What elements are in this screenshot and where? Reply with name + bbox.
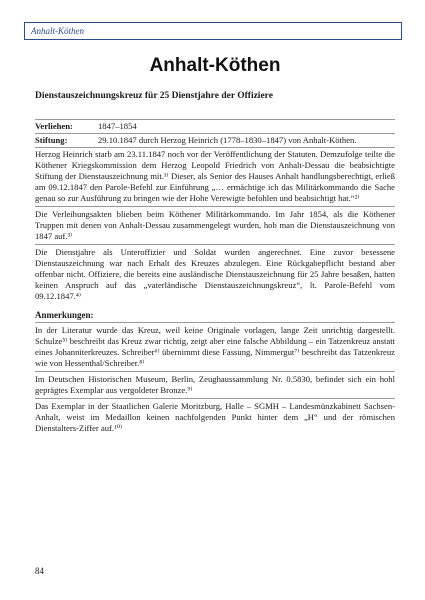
divider <box>35 147 395 148</box>
divider <box>35 371 395 372</box>
running-head <box>24 22 402 40</box>
fact-label: Stiftung: <box>35 135 68 145</box>
page-content <box>35 55 395 434</box>
fact-label: Verliehen: <box>35 121 73 131</box>
page-number: 84 <box>35 566 44 576</box>
note-paragraph: Das Exemplar in der Staatlichen Galerie Moritzburg, Halle – SGMH – Landesmünzkabinett Sachsen-Anhalt, weist im Medaillon keinen nachfolgenden Punkt hinter dem „H“ und der römischen Dienstalters-Ziffer auf.¹⁰⁾ <box>35 401 395 433</box>
divider <box>35 322 395 323</box>
fact-value: 1847–1854 <box>98 121 137 131</box>
divider <box>35 133 395 134</box>
note-paragraph: In der Literatur wurde das Kreuz, weil keine Originale vorlagen, lange Zeit unrichtig dargestellt. Schulze⁵⁾ beschreibt das Kreuz zwar richtig, zeigt aber eine falsche Abbildung – ein Tatzenkreuz anstatt eines Johanniterkreuzes. Schreiber⁶⁾ übernimmt diese Fassung, Nimmergut⁷⁾ beschreibt das Tatzenkreuz wie von Hessenthal/Schreiber.⁸⁾ <box>35 325 395 368</box>
running-head-text: Anhalt-Köthen <box>31 26 84 36</box>
body-paragraph: Die Verleihungsakten blieben beim Köthener Militärkommando. Im Jahr 1854, als die Köthener Truppen mit denen von Anhalt-Dessau zusammengelegt wurden, hob man die Dienstauszeichnung von 1847 auf.³⁾ <box>35 209 395 241</box>
divider <box>35 119 395 120</box>
fact-value: 29.10.1847 durch Herzog Heinrich (1778–1830–1847) von Anhalt-Köthen. <box>98 135 357 145</box>
fact-row-stiftung <box>35 135 395 146</box>
body-paragraph: Herzog Heinrich starb am 23.11.1847 noch vor der Veröffentlichung der Statuten. Demzufolge teilte die Köthener Kriegskommission dem Herzog Leopold Friedrich von Anhalt-Dessau die beabsichtigte Stiftung der Dienstauszeichnung mit.¹⁾ Dieser, als Senior des Hauses Anhalt handlungsberechtigt, erließ am 09.12.1847 den Parole-Befehl zur Einführung „… ermächtige ich das Militärkommando die Sache genau so zur Ausführung zu bringen wie der Hohe Verewigte befohlen und beabsichtigt hat.“²⁾ <box>35 149 395 203</box>
fact-row-verliehen <box>35 121 395 132</box>
divider <box>35 398 395 399</box>
divider <box>35 206 395 207</box>
body-paragraph: Die Dienstjahre als Unteroffizier und Soldat wurden angerechnet. Eine zuvor besessene Dienstauszeichnung war nach Erhalt des Kreuzes abzulegen. Eine Rückgabepflicht bestand aber offenbar nicht. Offiziere, die bereits eine ausländische Dienstauszeichnung für 25 Jahre besaßen, hatten keinen Anspruch auf das „vaterländische Dienstauszeichnungskreuz“, lt. Parole-Befehl vom 09.12.1847.⁴⁾ <box>35 247 395 301</box>
divider <box>35 244 395 245</box>
note-paragraph: Im Deutschen Historischen Museum, Berlin, Zeughaussammlung Nr. 0.5830, befindet sich ein hohl geprägtes Exemplar aus vergoldeter Bronze.⁹⁾ <box>35 374 395 395</box>
section-subtitle: Dienstauszeichnungskreuz für 25 Dienstjahre der Offiziere <box>35 91 273 101</box>
page-title: Anhalt-Köthen <box>149 55 281 76</box>
notes-heading: Anmerkungen: <box>35 310 94 320</box>
